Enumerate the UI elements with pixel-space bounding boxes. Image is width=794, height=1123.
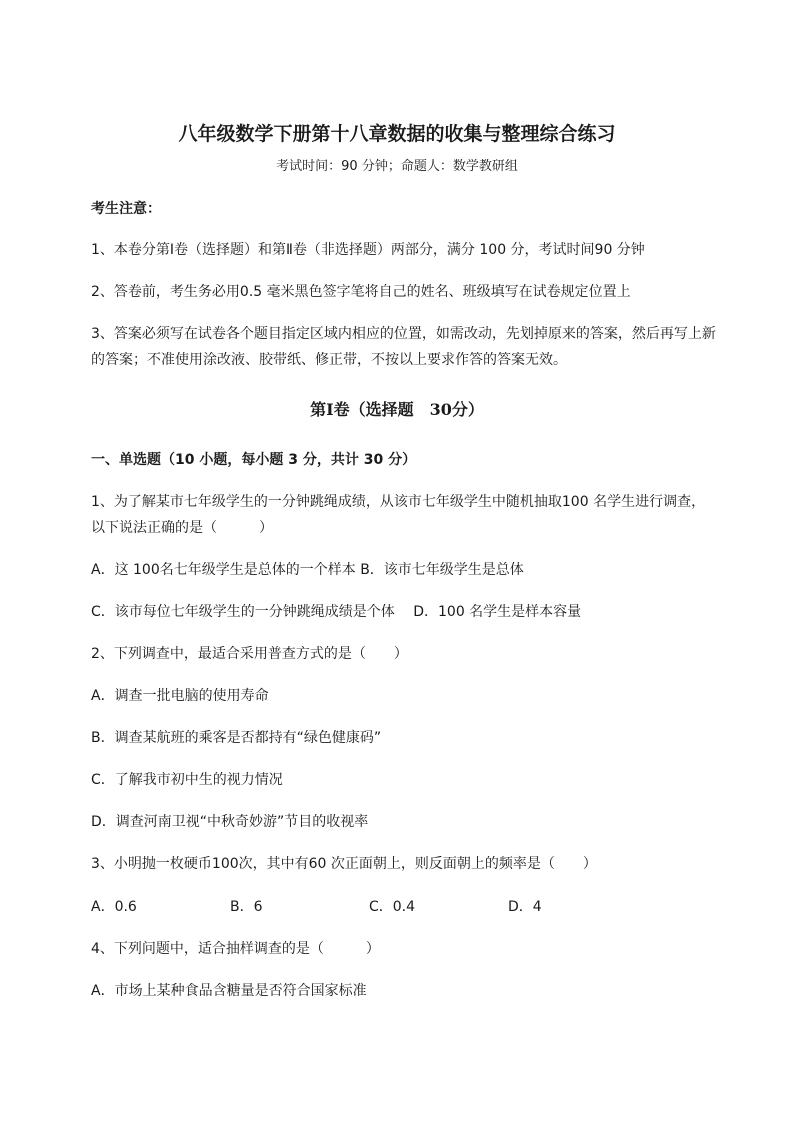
question-4-stem: 4、下列问题中，适合抽样调查的是（ ） xyxy=(91,941,380,957)
question-2-option-a: A．调查一批电脑的使用寿命 xyxy=(91,688,269,704)
part-heading: 一、单选题（10 小题，每小题 3 分，共计 30 分） xyxy=(91,452,417,468)
question-2-stem: 2、下列调查中，最适合采用普查方式的是（ ） xyxy=(91,646,408,662)
section-title: 第Ⅰ卷（选择题 30分） xyxy=(310,400,484,419)
question-2-option-b: B．调查某航班的乘客是否都持有“绿色健康码” xyxy=(91,730,382,746)
question-2-option-d: D．调查河南卫视“中秋奇妙游”节目的收视率 xyxy=(91,814,369,830)
notice-item-2: 2、答卷前，考生务必用0.5 毫米黑色签字笔将自己的姓名、班级填写在试卷规定位置上 xyxy=(91,284,631,300)
notice-item-1: 1、本卷分第Ⅰ卷（选择题）和第Ⅱ卷（非选择题）两部分，满分 100 分，考试时间90 分钟 xyxy=(91,242,645,258)
question-4-option-a: A．市场上某种食品含糖量是否符合国家标准 xyxy=(91,983,367,999)
question-2-option-c: C．了解我市初中生的视力情况 xyxy=(91,772,283,788)
question-3-option-a: A．0.6 xyxy=(91,899,137,915)
question-3-option-d: D．4 xyxy=(508,899,542,915)
question-1-options-ab: A．这 100名七年级学生是总体的一个样本 B．该市七年级学生是总体 xyxy=(91,562,524,578)
question-1-stem-continued: 以下说法正确的是（ ） xyxy=(91,520,273,536)
question-1-options-cd: C．该市每位七年级学生的一分钟跳绳成绩是个体 D．100 名学生是样本容量 xyxy=(91,604,582,620)
question-3-stem: 3、小明抛一枚硬币100次，其中有60 次正面朝上，则反面朝上的频率是（ ） xyxy=(91,856,597,872)
question-3-option-c: C．0.4 xyxy=(369,899,416,915)
question-3-options xyxy=(91,897,647,917)
exam-subtitle: 考试时间：90 分钟；命题人：数学教研组 xyxy=(276,159,518,174)
notice-heading: 考生注意： xyxy=(91,201,161,217)
notice-item-3-continued: 的答案；不准使用涂改液、胶带纸、修正带，不按以上要求作答的答案无效。 xyxy=(91,352,567,368)
exam-title: 八年级数学下册第十八章数据的收集与整理综合练习 xyxy=(178,123,616,145)
notice-item-3: 3、答案必须写在试卷各个题目指定区域内相应的位置，如需改动，先划掉原来的答案，然后再写上新 xyxy=(91,326,716,342)
question-1-stem: 1、为了解某市七年级学生的一分钟跳绳成绩，从该市七年级学生中随机抽取100 名学生进行调查， xyxy=(91,494,706,510)
question-3-option-b: B．6 xyxy=(230,899,263,915)
